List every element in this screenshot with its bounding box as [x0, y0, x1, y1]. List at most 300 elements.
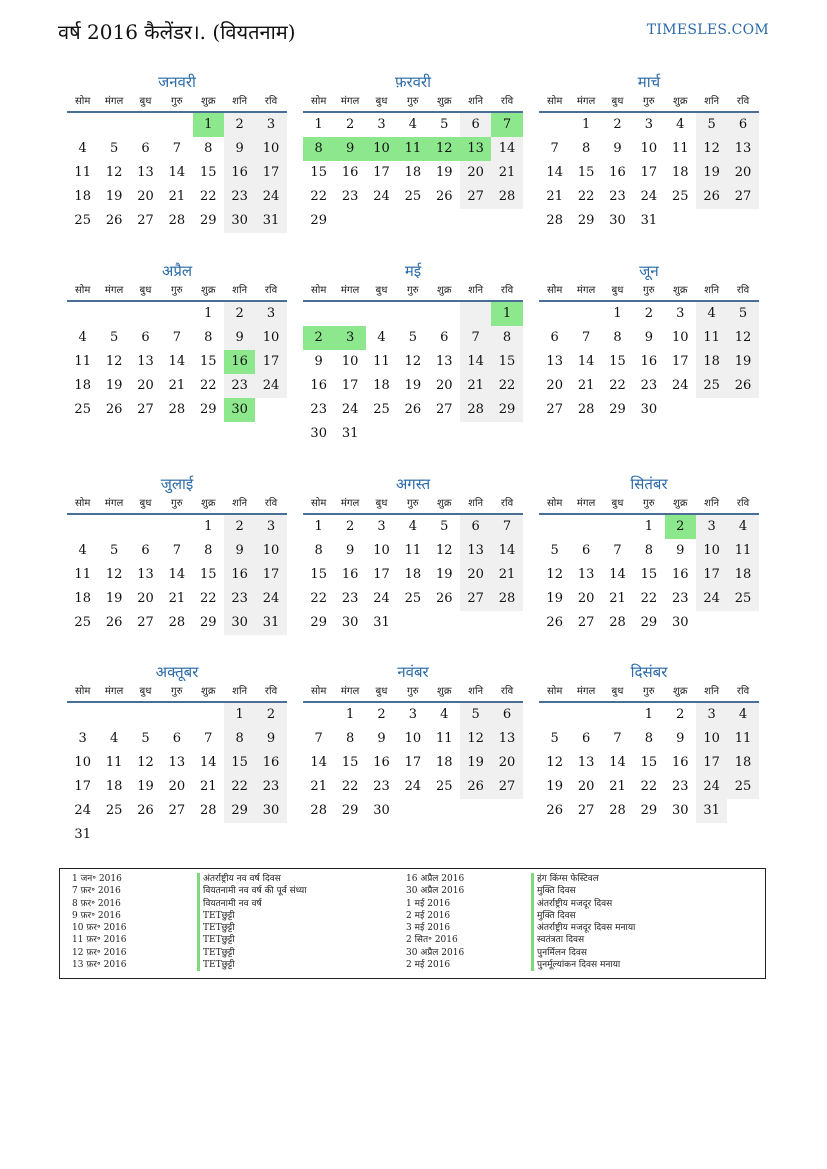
day-cell: 20	[546, 378, 563, 393]
day-cell: 31	[341, 426, 359, 441]
weekday-header	[67, 93, 287, 113]
weekday-label: सोम	[311, 96, 327, 107]
day-cell: 15	[199, 567, 217, 582]
weekday-label: शुक्र	[437, 686, 452, 697]
page-title: वर्ष 2016 कैलेंडर।. (वियतनाम)	[58, 20, 296, 44]
empty-cell	[602, 515, 633, 539]
day-cell: 8	[204, 141, 213, 156]
day-cell: 1	[224, 703, 255, 727]
weekday-label: गुरु	[407, 686, 419, 697]
day-cell: 12	[429, 137, 460, 161]
day-cell: 21	[609, 591, 626, 606]
day-cell: 4	[109, 731, 119, 746]
day-cell: 10	[640, 141, 658, 156]
day-cell: 5	[550, 731, 559, 746]
day-grid	[67, 703, 287, 847]
month-name: मई	[404, 262, 422, 280]
empty-cell	[696, 611, 727, 635]
weekday-label: गुरु	[171, 498, 183, 509]
day-cell: 27	[137, 402, 154, 417]
day-cell: 15	[310, 165, 327, 180]
day-cell: 4	[440, 707, 449, 722]
holiday-date: 11 फ़र॰ 2016	[72, 935, 127, 946]
day-cell: 3	[676, 306, 685, 321]
weekday-label: बुध	[139, 96, 152, 107]
day-cell: 14	[546, 165, 563, 180]
day-cell: 18	[74, 378, 91, 393]
day-cell: 15	[310, 567, 327, 582]
day-cell: 17	[255, 161, 286, 185]
day-cell: 8	[491, 326, 522, 350]
empty-cell	[98, 703, 129, 727]
day-cell: 27	[546, 402, 563, 417]
day-cell: 14	[168, 567, 186, 582]
day-cell: 21	[168, 378, 186, 393]
empty-cell	[460, 422, 491, 446]
weekday-label: रवि	[500, 96, 514, 107]
weekday-label: रवि	[264, 686, 278, 697]
day-cell: 16	[310, 378, 327, 393]
day-cell: 16	[341, 567, 359, 582]
month-calendar	[67, 661, 287, 847]
weekday-label: सोम	[311, 285, 327, 296]
empty-cell	[570, 515, 601, 539]
day-cell: 13	[460, 137, 491, 161]
day-cell: 27	[460, 587, 491, 611]
day-cell: 20	[491, 751, 522, 775]
day-cell: 17	[255, 350, 286, 374]
weekday-label: गुरु	[407, 285, 419, 296]
holiday-name: TETछुट्टी	[197, 947, 235, 959]
day-cell: 10	[255, 137, 286, 161]
day-cell: 9	[334, 137, 365, 161]
empty-cell	[161, 703, 192, 727]
weekday-label: सोम	[311, 498, 327, 509]
day-cell: 15	[199, 165, 217, 180]
weekday-header	[539, 93, 759, 113]
holiday-name: स्वतंत्रता दिवस	[531, 934, 584, 946]
day-cell: 1	[581, 117, 591, 132]
empty-cell	[193, 703, 224, 727]
weekday-label: बुध	[611, 285, 624, 296]
day-cell: 16	[671, 755, 689, 770]
day-cell: 5	[696, 113, 727, 137]
day-cell: 24	[341, 402, 359, 417]
day-cell: 11	[373, 354, 390, 369]
weekday-label: बुध	[375, 686, 388, 697]
holiday-name: TETछुट्टी	[197, 910, 235, 922]
day-cell: 22	[640, 591, 658, 606]
site-link[interactable]: TIMESLES.COM	[646, 22, 769, 38]
day-cell: 16	[640, 354, 658, 369]
day-cell: 30	[224, 398, 255, 422]
day-cell: 25	[696, 374, 727, 398]
day-cell: 9	[255, 727, 286, 751]
day-cell: 6	[141, 141, 150, 156]
day-cell: 17	[696, 751, 727, 775]
day-cell: 22	[224, 775, 255, 799]
weekday-label: शनि	[704, 285, 720, 296]
day-cell: 18	[74, 591, 91, 606]
month-name: जुलाई	[160, 475, 194, 493]
month-calendar	[303, 661, 523, 823]
day-cell: 17	[74, 779, 91, 794]
weekday-header	[303, 683, 523, 703]
day-cell: 14	[491, 137, 522, 161]
day-cell: 5	[550, 543, 559, 558]
day-cell: 12	[546, 567, 563, 582]
day-cell: 3	[377, 117, 386, 132]
day-cell: 18	[373, 378, 390, 393]
day-cell: 26	[460, 775, 491, 799]
holiday-row	[72, 959, 307, 971]
day-cell: 29	[199, 213, 217, 228]
month-calendar	[303, 473, 523, 635]
day-cell: 13	[577, 755, 595, 770]
empty-cell	[727, 398, 758, 422]
empty-cell	[130, 302, 161, 326]
day-cell: 27	[577, 615, 595, 630]
month-name: मार्च	[637, 73, 661, 91]
weekday-label: मंगल	[340, 686, 360, 697]
holiday-date: 2 सित॰ 2016	[406, 935, 458, 946]
day-cell: 7	[460, 326, 491, 350]
day-cell: 23	[609, 189, 626, 204]
day-cell: 25	[404, 591, 422, 606]
empty-cell	[696, 209, 727, 233]
day-cell: 9	[644, 330, 653, 345]
day-cell: 14	[168, 354, 186, 369]
day-cell: 14	[199, 755, 217, 770]
day-cell: 11	[696, 326, 727, 350]
day-grid	[539, 113, 759, 233]
holiday-row	[72, 947, 307, 959]
day-cell: 27	[168, 803, 186, 818]
weekday-label: शुक्र	[201, 285, 216, 296]
day-cell: 23	[640, 378, 658, 393]
day-cell: 5	[109, 141, 119, 156]
day-cell: 10	[696, 727, 727, 751]
day-cell: 31	[74, 827, 91, 842]
day-cell: 3	[78, 731, 87, 746]
day-cell: 29	[199, 615, 217, 630]
day-cell: 28	[460, 398, 491, 422]
day-cell: 13	[168, 755, 186, 770]
day-cell: 20	[460, 563, 491, 587]
weekday-label: रवि	[264, 285, 278, 296]
empty-cell	[67, 703, 98, 727]
empty-cell	[67, 302, 98, 326]
day-cell: 22	[609, 378, 626, 393]
day-cell: 5	[440, 117, 449, 132]
day-cell: 4	[727, 703, 758, 727]
day-cell: 14	[609, 567, 626, 582]
day-cell: 23	[224, 374, 255, 398]
day-cell: 22	[199, 591, 217, 606]
day-cell: 10	[255, 326, 286, 350]
day-cell: 28	[491, 185, 522, 209]
day-cell: 24	[696, 587, 727, 611]
weekday-header	[539, 495, 759, 515]
day-cell: 26	[404, 402, 422, 417]
day-cell: 3	[377, 519, 386, 534]
empty-cell	[491, 209, 522, 233]
day-cell: 11	[105, 755, 123, 770]
day-cell: 21	[168, 189, 186, 204]
day-cell: 11	[397, 137, 428, 161]
weekday-label: मंगल	[104, 285, 124, 296]
day-cell: 15	[341, 755, 359, 770]
day-cell: 1	[314, 117, 323, 132]
month-calendar	[539, 260, 759, 422]
empty-cell	[224, 823, 255, 847]
empty-cell	[539, 515, 570, 539]
day-cell: 1	[345, 707, 355, 722]
day-cell: 30	[671, 803, 689, 818]
day-cell: 29	[640, 803, 658, 818]
holiday-name: TETछुट्टी	[197, 959, 235, 971]
day-grid	[303, 302, 523, 446]
day-cell: 22	[491, 374, 522, 398]
day-cell: 31	[255, 209, 286, 233]
day-cell: 24	[255, 587, 286, 611]
day-cell: 7	[613, 731, 622, 746]
day-cell: 29	[199, 402, 217, 417]
day-cell: 28	[199, 803, 217, 818]
day-cell: 26	[546, 803, 563, 818]
day-cell: 16	[224, 563, 255, 587]
day-cell: 3	[255, 302, 286, 326]
day-cell: 4	[727, 515, 758, 539]
day-cell: 24	[255, 185, 286, 209]
empty-cell	[67, 515, 98, 539]
day-cell: 30	[609, 213, 626, 228]
month-name: सितंबर	[630, 475, 668, 493]
empty-cell	[98, 302, 129, 326]
weekday-label: शनि	[232, 498, 248, 509]
weekday-label: रवि	[264, 96, 278, 107]
day-cell: 23	[341, 189, 359, 204]
day-cell: 25	[74, 615, 91, 630]
empty-cell	[429, 209, 460, 233]
day-cell: 26	[435, 189, 453, 204]
day-cell: 3	[696, 703, 727, 727]
day-cell: 2	[377, 707, 386, 722]
day-cell: 7	[172, 330, 181, 345]
day-cell: 24	[255, 374, 286, 398]
empty-cell	[130, 823, 161, 847]
day-cell: 6	[727, 113, 758, 137]
day-cell: 23	[671, 591, 689, 606]
day-cell: 18	[671, 165, 689, 180]
month-name: अगस्त	[395, 475, 431, 493]
empty-cell	[696, 398, 727, 422]
day-cell: 18	[727, 751, 758, 775]
holiday-date: 2 मई 2016	[406, 910, 451, 921]
weekday-label: गुरु	[171, 96, 183, 107]
empty-cell	[255, 823, 286, 847]
day-cell: 18	[74, 189, 91, 204]
day-cell: 5	[109, 543, 119, 558]
day-cell: 25	[727, 775, 758, 799]
day-cell: 20	[727, 161, 758, 185]
day-cell: 12	[435, 543, 453, 558]
weekday-label: मंगल	[576, 498, 596, 509]
month-calendar	[303, 71, 523, 233]
day-cell: 11	[671, 141, 689, 156]
day-grid	[539, 703, 759, 823]
weekday-label: सोम	[75, 498, 91, 509]
day-cell: 20	[168, 779, 186, 794]
empty-cell	[98, 823, 129, 847]
day-cell: 15	[640, 567, 658, 582]
weekday-label: मंगल	[576, 96, 596, 107]
month-calendar	[303, 260, 523, 446]
day-cell: 30	[255, 799, 286, 823]
day-cell: 2	[665, 515, 696, 539]
day-cell: 30	[224, 209, 255, 233]
weekday-label: शुक्र	[673, 498, 688, 509]
empty-cell	[67, 113, 98, 137]
day-cell: 1	[204, 519, 213, 534]
day-cell: 27	[460, 185, 491, 209]
day-cell: 8	[345, 731, 355, 746]
weekday-label: शुक्र	[437, 498, 452, 509]
day-cell: 1	[491, 302, 522, 326]
day-cell: 26	[105, 615, 123, 630]
holiday-date: 12 फ़र॰ 2016	[72, 947, 127, 958]
weekday-label: रवि	[264, 498, 278, 509]
empty-cell	[303, 302, 334, 326]
empty-cell	[98, 113, 129, 137]
day-cell: 20	[435, 378, 453, 393]
day-cell: 6	[581, 543, 591, 558]
day-cell: 7	[172, 543, 181, 558]
weekday-label: बुध	[611, 498, 624, 509]
weekday-header	[67, 282, 287, 302]
day-cell: 20	[137, 591, 154, 606]
day-cell: 13	[546, 354, 563, 369]
day-grid	[303, 703, 523, 823]
day-cell: 15	[577, 165, 595, 180]
holiday-row	[406, 873, 635, 885]
weekday-label: बुध	[139, 686, 152, 697]
day-cell: 9	[345, 543, 355, 558]
day-cell: 23	[310, 402, 327, 417]
day-cell: 12	[546, 755, 563, 770]
holiday-column-2	[406, 873, 635, 971]
weekday-header	[67, 495, 287, 515]
day-grid	[303, 515, 523, 635]
month-calendar	[539, 661, 759, 823]
day-cell: 15	[199, 354, 217, 369]
empty-cell	[366, 209, 397, 233]
day-cell: 29	[577, 213, 595, 228]
weekday-label: गुरु	[643, 96, 655, 107]
day-cell: 2	[255, 703, 286, 727]
day-cell: 23	[255, 775, 286, 799]
day-cell: 28	[546, 213, 563, 228]
day-cell: 8	[204, 330, 213, 345]
weekday-label: शनि	[704, 686, 720, 697]
day-cell: 22	[310, 591, 327, 606]
weekday-label: मंगल	[576, 285, 596, 296]
day-cell: 8	[581, 141, 591, 156]
day-cell: 17	[341, 378, 359, 393]
holiday-date: 8 फ़र॰ 2016	[72, 898, 121, 909]
empty-cell	[539, 703, 570, 727]
day-cell: 10	[373, 543, 390, 558]
day-cell: 12	[105, 165, 123, 180]
day-cell: 16	[255, 751, 286, 775]
day-cell: 9	[224, 539, 255, 563]
weekday-label: रवि	[736, 96, 750, 107]
day-cell: 21	[460, 374, 491, 398]
day-cell: 5	[460, 703, 491, 727]
day-cell: 9	[676, 731, 685, 746]
day-cell: 5	[440, 519, 449, 534]
holiday-name: अंतर्राष्ट्रीय नव वर्ष दिवस	[197, 873, 281, 885]
day-cell: 11	[74, 567, 91, 582]
day-cell: 17	[671, 354, 689, 369]
month-calendar	[539, 71, 759, 233]
day-cell: 28	[609, 803, 626, 818]
holiday-name: वियतनामी नव वर्ष की पूर्व संध्या	[197, 885, 307, 897]
empty-cell	[727, 799, 758, 823]
day-cell: 30	[671, 615, 689, 630]
day-cell: 11	[727, 727, 758, 751]
day-cell: 3	[408, 707, 417, 722]
day-cell: 2	[345, 519, 355, 534]
weekday-label: बुध	[139, 285, 152, 296]
empty-cell	[130, 703, 161, 727]
day-cell: 19	[546, 591, 563, 606]
holiday-list	[59, 868, 766, 979]
day-cell: 20	[460, 161, 491, 185]
day-cell: 30	[341, 615, 359, 630]
day-cell: 15	[491, 350, 522, 374]
weekday-label: शनि	[704, 96, 720, 107]
weekday-label: गुरु	[643, 498, 655, 509]
day-cell: 26	[727, 374, 758, 398]
empty-cell	[98, 515, 129, 539]
day-cell: 3	[255, 515, 286, 539]
weekday-label: शनि	[704, 498, 720, 509]
holiday-row	[72, 885, 307, 897]
day-cell: 24	[404, 779, 422, 794]
weekday-label: रवि	[500, 498, 514, 509]
day-cell: 26	[546, 615, 563, 630]
day-cell: 1	[193, 113, 224, 137]
day-cell: 22	[341, 779, 359, 794]
holiday-column-1	[72, 873, 307, 971]
month-name: जनवरी	[158, 73, 196, 91]
day-cell: 31	[255, 611, 286, 635]
month-name: अप्रैल	[161, 262, 193, 280]
day-cell: 21	[546, 189, 563, 204]
day-cell: 1	[314, 519, 323, 534]
day-cell: 19	[435, 165, 453, 180]
holiday-date: 1 जन॰ 2016	[72, 874, 122, 884]
holiday-name: मुक्ति दिवस	[531, 885, 576, 897]
holiday-row	[72, 934, 307, 946]
day-cell: 22	[640, 779, 658, 794]
day-cell: 30	[224, 611, 255, 635]
holiday-name: पुनर्मिलन दिवस	[531, 947, 587, 959]
weekday-header	[303, 282, 523, 302]
day-cell: 4	[408, 519, 417, 534]
empty-cell	[366, 302, 397, 326]
